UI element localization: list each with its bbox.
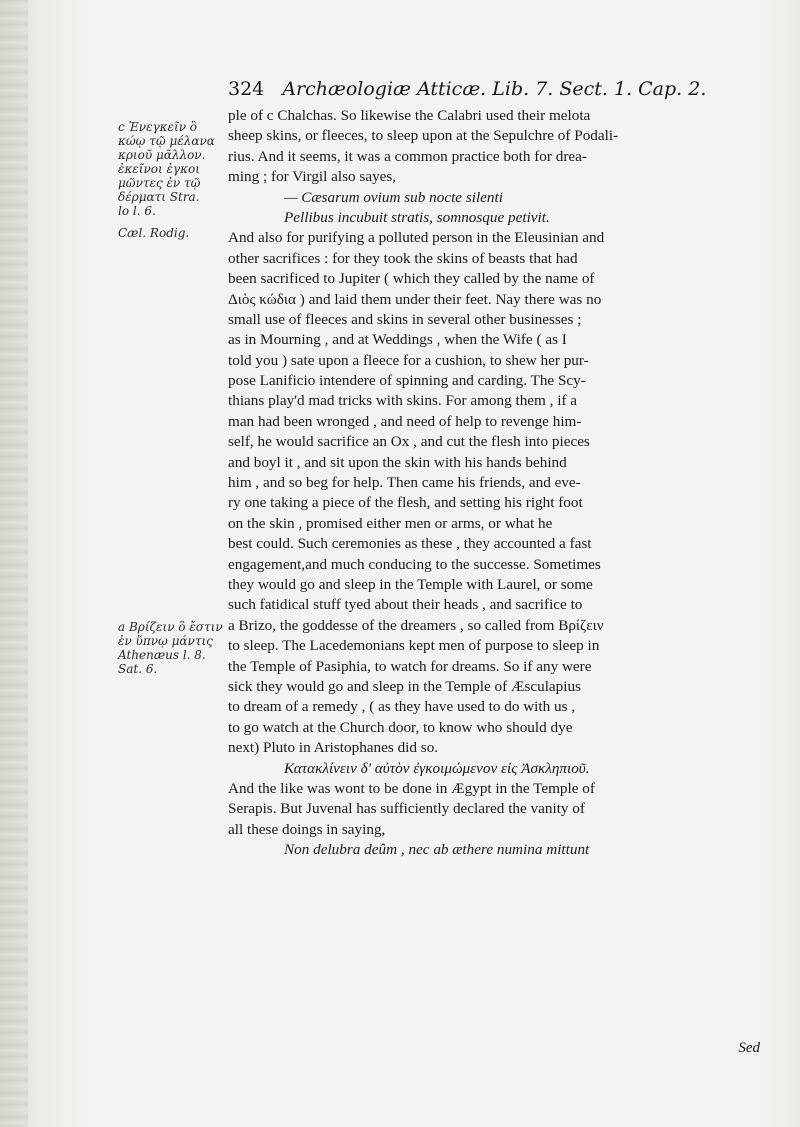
text-line: they would go and sleep in the Temple with Laurel, or some xyxy=(228,575,593,593)
text-line: small use of fleeces and skins in several other businesses ; xyxy=(228,310,582,328)
text-line: sick they would go and sleep in the Temple of Æsculapius xyxy=(228,677,581,695)
text-line: to sleep. The Lacedemonians kept men of purpose to sleep in xyxy=(228,637,600,655)
text-line: as in Mourning , and at Weddings , when the Wife ( as I xyxy=(228,331,567,349)
text-line: told you ) sate upon a fleece for a cushion, to shew her pur- xyxy=(228,351,589,369)
text-line: ple of c Chalchas. So likewise the Calabri used their melota xyxy=(228,107,591,124)
text-line: And also for purifying a polluted person in the Eleusinian and xyxy=(228,229,605,247)
text-line: a Brizo, the goddesse of the dreamers , so called from Βρίζειν xyxy=(228,616,604,634)
text-line: such fatidical stuff tyed about their heads , and sacrifice to xyxy=(228,596,583,614)
margin-note-athenaeus: a Βρίζειν ὃ ἔστιν ἐν ὕπνῳ μάντις Athenæus l. 8. Sat. 6. xyxy=(118,620,223,676)
text-line: sheep skins, or fleeces, to sleep upon at the Sepulchre of Podali- xyxy=(228,127,619,145)
quotation-line: Κατακλίνειν δ' αὐτὸν ἐγκοιμώμενον εἰς Ἀσκληπιοῦ. xyxy=(284,759,590,777)
text-line: to dream of a remedy , ( as they have used to do with us , xyxy=(228,698,576,716)
running-title: Archæologiæ Atticæ. Lib. 7. Sect. 1. Cap. 2. xyxy=(282,78,707,100)
text-line: and boyl it , and sit upon the skin with his hands behind xyxy=(228,453,567,471)
verse-line: — Cæsarum ovium sub nocte silenti xyxy=(284,188,503,206)
text-line: all these doings in saying, xyxy=(228,820,386,838)
margin-note-strabo: c Ἐνεγκεῖν ὃ κώῳ τῷ μέλανα κριοῦ μᾶλλον. ἐκεῖνοι ἐγκοι μῶντες ἐν τῷ δέρματι Stra. lo l. 6. xyxy=(118,120,215,218)
text-line: man had been wronged , and need of help to revenge him- xyxy=(228,412,582,430)
text-line: pose Lanificio intendere of spinning and carding. The Scy- xyxy=(228,372,586,390)
text-line: other sacrifices : for they took the skins of beasts that had xyxy=(228,249,578,267)
text-line: best could. Such ceremonies as these , they accounted a fast xyxy=(228,535,592,553)
text-line: Διὸς κώδια ) and laid them under their feet. Nay there was no xyxy=(228,290,602,308)
text-line: to go watch at the Church door, to know who should dye xyxy=(228,718,573,736)
text-line: engagement,and much conducing to the successe. Sometimes xyxy=(228,555,601,573)
running-header xyxy=(228,78,728,102)
page-number: 324 xyxy=(228,78,265,100)
text-line: self, he would sacrifice an Ox , and cut the flesh into pieces xyxy=(228,433,590,451)
margin-note-rodig: Cæl. Rodig. xyxy=(118,226,190,240)
text-line: on the skin , promised either men or arms, or what he xyxy=(228,514,553,532)
text-line: thians play'd mad tricks with skins. For among them , if a xyxy=(228,392,578,410)
text-line: Serapis. But Juvenal has sufficiently declared the vanity of xyxy=(228,800,585,818)
text-line: And the like was wont to be done in Ægypt in the Temple of xyxy=(228,779,595,797)
page-binding-shadow xyxy=(0,0,28,1127)
catchword: Sed xyxy=(738,1040,760,1056)
verse-line: Non delubra deûm , nec ab æthere numina mittunt xyxy=(284,841,590,859)
text-line: rius. And it seems, it was a common practice both for drea- xyxy=(228,147,587,165)
text-line: next) Pluto in Aristophanes did so. xyxy=(228,739,439,757)
text-line: ry one taking a piece of the flesh, and setting his right foot xyxy=(228,494,583,512)
text-line: ming ; for Virgil also sayes, xyxy=(228,168,397,186)
verse-line: Pellibus incubuit stratis, somnosque petivit. xyxy=(284,208,550,226)
text-line: been sacrificed to Jupiter ( which they called by the name of xyxy=(228,270,595,288)
text-line: the Temple of Pasiphia, to watch for dreams. So if any were xyxy=(228,657,592,675)
text-line: him , and so beg for help. Then came his friends, and eve- xyxy=(228,474,581,492)
main-text xyxy=(228,106,780,860)
